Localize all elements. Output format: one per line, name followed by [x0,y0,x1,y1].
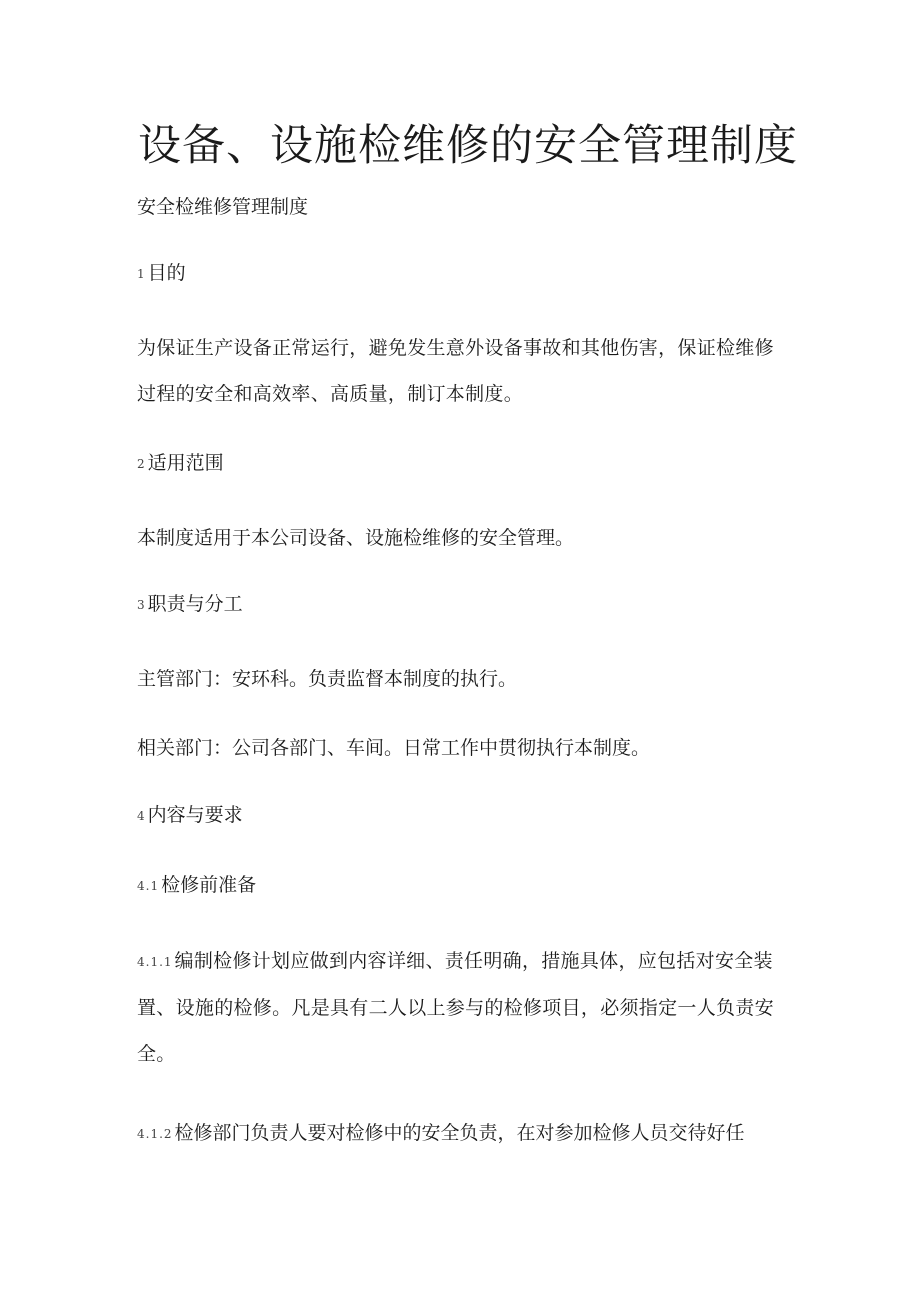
paragraph: 相关部门：公司各部门、车间。日常工作中贯彻执行本制度。 [137,737,651,759]
section-number: 3 [137,598,146,612]
subsection-heading [137,872,256,900]
section-heading [137,802,243,830]
clause-number: 4.1.1 [137,955,173,969]
clause-paragraph [137,938,789,1077]
section-number: 1 [137,267,146,281]
clause-text: 编制检修计划应做到内容详细、责任明确，措施具体，应包括对安全装置、设施的检修。凡是具有二人以上参与的检修项目，必须指定一人负责安全。 [137,950,774,1065]
section-heading-text: 目的 [147,262,186,284]
section-heading-text: 适用范围 [147,452,224,474]
section-heading-text: 职责与分工 [147,593,243,615]
section-heading-text: 检修前准备 [161,874,257,896]
paragraph: 本制度适用于本公司设备、设施检维修的安全管理。 [137,527,575,549]
section-heading [137,450,224,478]
clause-paragraph [137,1120,745,1148]
section-heading [137,260,186,288]
section-number: 4 [137,809,146,823]
paragraph: 为保证生产设备正常运行，避免发生意外设备事故和其他伤害，保证检维修过程的安全和高效率、高质量，制订本制度。 [137,337,774,405]
paragraph: 主管部门：安环科。负责监督本制度的执行。 [137,668,518,690]
clause-text: 检修部门负责人要对检修中的安全负责，在对参加检修人员交待好任 [174,1122,745,1144]
section-number: 4.1 [137,879,160,893]
clause-number: 4.1.2 [137,1127,173,1141]
section-heading [137,591,243,619]
document-subtitle: 安全检维修管理制度 [137,196,309,218]
section-heading-text: 内容与要求 [147,804,243,826]
document-title: 设备、设施检维修的安全管理制度 [138,121,798,171]
section-number: 2 [137,457,146,471]
